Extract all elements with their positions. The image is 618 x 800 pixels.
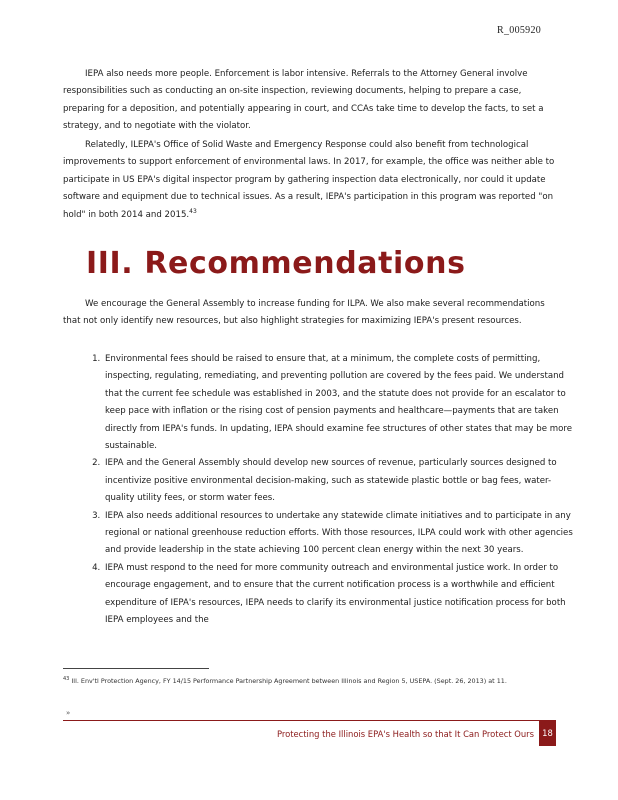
list-item: 2. IEPA and the General Assembly should develop new sources of revenue, particularly sources designed to incentivize positive environmental decision-making, such as statewide plastic bottle or bag fees, water-quality utility fees, or storm water fees. [103,455,577,507]
page-number: 18 [539,720,556,746]
footnote-ref[interactable]: 43 [189,207,197,215]
bates-number: R_005920 [497,25,542,36]
paragraph-intro: We encourage the General Assembly to increase funding for ILPA. We also make several recommendations that not only identify new resources, but also highlight strategies for maximizing IEPA's present resources. [63,299,545,327]
recommendations-list [81,351,577,630]
footnote-divider [63,668,209,669]
paragraph-technology [63,137,555,224]
footer-mark: » [66,709,71,717]
paragraph-technology-text: Relatedly, ILEPA's Office of Solid Waste and Emergency Response could also benefit from technological improvements to support enforcement of environmental laws. In 2017, for example, the office was neither able to participate in US EPA's digital inspector program by gathering inspection data electronically, nor could it update software and equipment due to technical issues. As a result, IEPA's participation in this program was reported "on hold" in both 2014 and 2015. [63,140,555,220]
footer-divider [63,720,556,721]
paragraph-staffing: IEPA also needs more people. Enforcement is labor intensive. Referrals to the Attorney General involve responsibilities such as conducting an on-site inspection, reviewing documents, helping to prepare a case, preparing for a deposition, and potentially appearing in court, and CCAs take time to develop the facts, to set a strategy, and to negotiate with the violator. [63,69,544,132]
section-title: III. Recommendations [86,246,466,281]
list-item: 4. IEPA must respond to the need for more community outreach and environmental justice work. In order to encourage engagement, and to ensure that the current notification process is a worthwhile and efficient expenditure of IEPA's resources, IEPA needs to clarify its environmental justice notification process for both IEPA employees and the [103,560,577,630]
footnote [63,674,553,687]
footnote-text: Ill. Env'tl Protection Agency, FY 14/15 Performance Partnership Agreement between Illinois and Region 5, USEPA. (Sept. 26, 2013) at 11. [71,677,507,686]
running-title: Protecting the Illinois EPA's Health so that It Can Protect Ours [276,729,534,739]
list-item: 3. IEPA also needs additional resources to undertake any statewide climate initiatives and to participate in any regional or national greenhouse reduction efforts. With those resources, ILPA could work with other agencies and provide leadership in the state achieving 100 percent clean energy within the next 30 years. [103,508,577,560]
footnote-number: 43 [63,676,70,682]
list-item: 1. Environmental fees should be raised to ensure that, at a minimum, the complete costs of permitting, inspecting, regulating, remediating, and preventing pollution are covered by the fees paid. We understand that the current fee schedule was established in 2003, and the statute does not provide for an escalator to keep pace with inflation or the rising cost of pension payments and healthcare—payments that are taken directly from IEPA's funds. In updating, IEPA should examine fee structures of other states that may be more sustainable. [103,351,577,455]
